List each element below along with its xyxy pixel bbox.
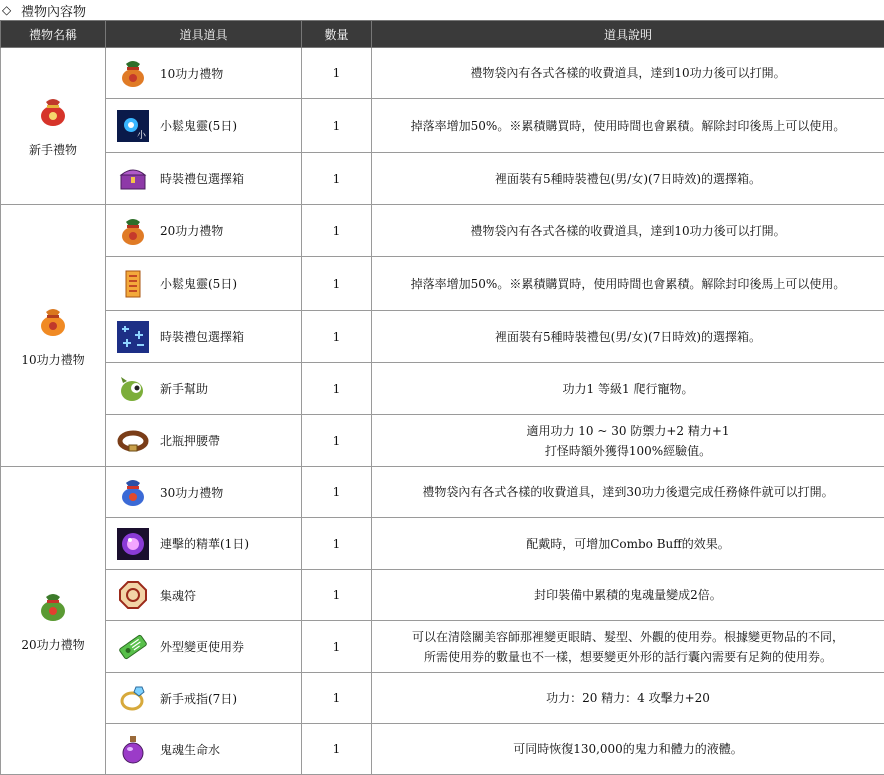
purple-orb-icon [114, 525, 152, 563]
description-line: 裡面裝有5種時裝禮包(男/女)(7日時效)的選擇箱。 [372, 327, 884, 347]
belt-icon [114, 422, 152, 460]
item-quantity: 1 [302, 48, 372, 99]
item-quantity: 1 [302, 467, 372, 518]
item-description [372, 311, 884, 363]
item-name: 小鬆鬼靈(5日) [160, 275, 237, 292]
description-line: 禮物袋內有各式各樣的收費道具，達到30功力後還完成任務條件就可以打開。 [372, 482, 884, 502]
item-cell [106, 673, 302, 724]
item-cell [106, 257, 302, 311]
item-name: 30功力禮物 [160, 484, 223, 501]
blue-gift-bag-icon [114, 473, 152, 511]
table-row [1, 153, 884, 205]
table-row [1, 363, 884, 415]
item-description [372, 673, 884, 724]
item-quantity: 1 [302, 363, 372, 415]
description-line: 功力：20 精力：4 攻擊力+20 [372, 688, 884, 708]
svg-text:小: 小 [137, 129, 147, 141]
item-name: 連擊的精華(1日) [160, 535, 249, 552]
section-title: 禮物內容物 [21, 1, 86, 20]
section-header [0, 0, 884, 20]
description-line: 適用功力 10 ~ 30 防禦力+2 精力+1 [372, 421, 884, 441]
item-cell [106, 99, 302, 153]
item-quantity: 1 [302, 673, 372, 724]
table-row [1, 205, 884, 257]
item-name: 小鬆鬼靈(5日) [160, 117, 237, 134]
description-line: 功力1 等級1 爬行寵物。 [372, 379, 884, 399]
item-quantity: 1 [302, 518, 372, 570]
gift-bag-icon [114, 54, 152, 92]
diamond-icon: ◇ [2, 3, 15, 17]
item-name: 新手戒指(7日) [160, 690, 237, 707]
description-line: 禮物袋內有各式各樣的收費道具，達到10功力後可以打開。 [372, 221, 884, 241]
treasure-chest-icon [114, 160, 152, 198]
item-quantity: 1 [302, 311, 372, 363]
item-cell [106, 48, 302, 99]
item-description [372, 99, 884, 153]
table-row [1, 467, 884, 518]
item-description [372, 570, 884, 621]
item-cell [106, 153, 302, 205]
blue-spirit-icon [114, 107, 152, 145]
description-line: 掉落率增加50%。※累積購買時，使用時間也會累積。解除封印後馬上可以使用。 [372, 274, 884, 294]
description-line: 所需使用券的數量也不一樣，想要變更外形的話行囊內需要有足夠的使用券。 [372, 647, 884, 667]
item-description [372, 363, 884, 415]
item-quantity: 1 [302, 724, 372, 775]
item-description [372, 467, 884, 518]
item-description [372, 153, 884, 205]
item-cell [106, 363, 302, 415]
item-name: 時裝禮包選擇箱 [160, 328, 244, 345]
orange-gift-bag-icon [1, 304, 105, 341]
item-description [372, 415, 884, 467]
table-row [1, 621, 884, 673]
gift-group-cell [1, 467, 106, 775]
gift-group-cell [1, 205, 106, 467]
item-quantity: 1 [302, 257, 372, 311]
column-header-item: 道具道具 [106, 21, 302, 48]
table-row [1, 415, 884, 467]
green-gift-bag-icon [1, 589, 105, 626]
item-name: 外型變更使用券 [160, 638, 244, 655]
table-row [1, 99, 884, 153]
item-name: 10功力禮物 [160, 65, 223, 82]
item-cell [106, 311, 302, 363]
item-name: 集魂符 [160, 587, 196, 604]
item-cell [106, 724, 302, 775]
item-name: 鬼魂生命水 [160, 741, 220, 758]
column-header-quantity: 數量 [302, 21, 372, 48]
gift-bag-icon [114, 212, 152, 250]
item-name: 北瓶押腰帶 [160, 432, 220, 449]
description-line: 可同時恢復130,000的鬼力和體力的液體。 [372, 739, 884, 759]
ring-icon [114, 679, 152, 717]
blue-spark-icon [114, 318, 152, 356]
gift-contents-table [0, 20, 884, 775]
item-description [372, 48, 884, 99]
description-line: 掉落率增加50%。※累積購買時，使用時間也會累積。解除封印後馬上可以使用。 [372, 116, 884, 136]
item-quantity: 1 [302, 205, 372, 257]
gift-group-name: 20功力禮物 [21, 638, 84, 652]
item-name: 20功力禮物 [160, 222, 223, 239]
item-quantity: 1 [302, 570, 372, 621]
red-gift-bag-icon [1, 94, 105, 131]
octagon-charm-icon [114, 576, 152, 614]
item-cell [106, 205, 302, 257]
table-row [1, 518, 884, 570]
table-row [1, 311, 884, 363]
item-cell [106, 621, 302, 673]
description-line: 打怪時額外獲得100%經驗值。 [372, 441, 884, 461]
item-quantity: 1 [302, 621, 372, 673]
orange-talisman-icon [114, 265, 152, 303]
item-name: 新手幫助 [160, 380, 208, 397]
item-cell [106, 467, 302, 518]
description-line: 可以在清陰關美容師那裡變更眼睛、髮型、外觀的使用券。根據變更物品的不同， [372, 627, 884, 647]
gift-group-name: 新手禮物 [29, 143, 77, 157]
green-creature-icon [114, 370, 152, 408]
item-name: 時裝禮包選擇箱 [160, 170, 244, 187]
gift-group-name: 10功力禮物 [21, 353, 84, 367]
item-description [372, 518, 884, 570]
item-quantity: 1 [302, 99, 372, 153]
description-line: 配戴時，可增加Combo Buff的效果。 [372, 534, 884, 554]
purple-potion-icon [114, 730, 152, 768]
item-description [372, 205, 884, 257]
table-row [1, 724, 884, 775]
gift-group-cell [1, 48, 106, 205]
green-ticket-icon [114, 628, 152, 666]
table-row [1, 570, 884, 621]
item-description [372, 724, 884, 775]
item-quantity: 1 [302, 415, 372, 467]
item-quantity: 1 [302, 153, 372, 205]
table-row [1, 48, 884, 99]
description-line: 裡面裝有5種時裝禮包(男/女)(7日時效)的選擇箱。 [372, 169, 884, 189]
column-header-gift-name: 禮物名稱 [1, 21, 106, 48]
table-row [1, 257, 884, 311]
column-header-description: 道具說明 [372, 21, 884, 48]
item-cell [106, 415, 302, 467]
item-cell [106, 518, 302, 570]
item-description [372, 257, 884, 311]
item-description [372, 621, 884, 673]
item-cell [106, 570, 302, 621]
description-line: 封印裝備中累積的鬼魂量變成2倍。 [372, 585, 884, 605]
table-row [1, 673, 884, 724]
description-line: 禮物袋內有各式各樣的收費道具，達到10功力後可以打開。 [372, 63, 884, 83]
